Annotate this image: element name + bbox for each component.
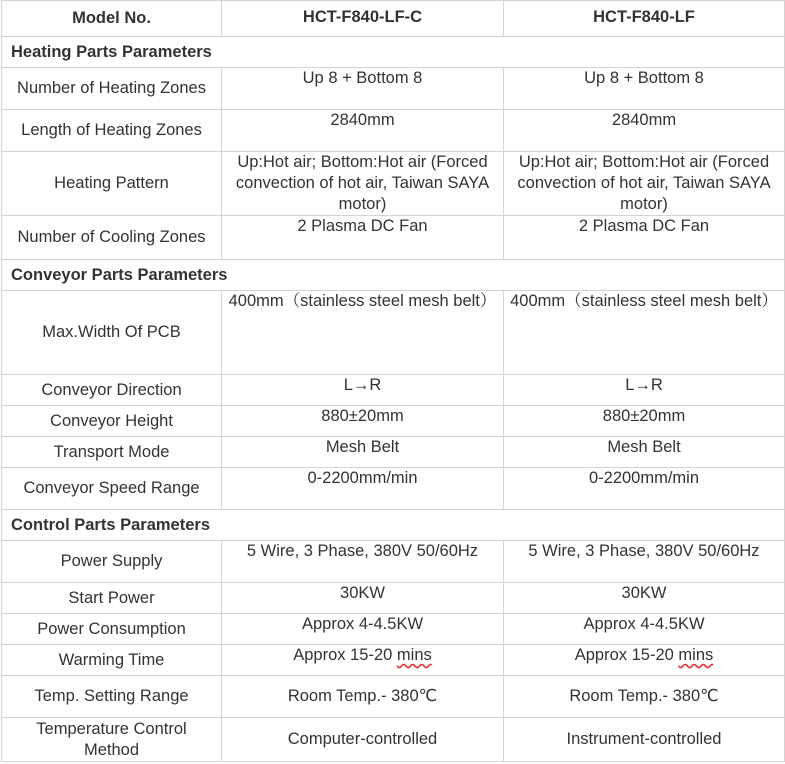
row-label: Temp. Setting Range [2, 676, 222, 718]
row-value: 30KW [504, 583, 785, 614]
row-label: Max.Width Of PCB [2, 291, 222, 375]
model-a-header: HCT-F840-LF-C [222, 1, 504, 37]
row-value: 5 Wire, 3 Phase, 380V 50/60Hz [504, 541, 785, 583]
row-value: 400mm（stainless steel mesh belt） [504, 291, 785, 375]
row-value: Mesh Belt [504, 437, 785, 468]
row-label: Number of Cooling Zones [2, 216, 222, 260]
row-label: Power Consumption [2, 614, 222, 645]
table-row [2, 645, 785, 676]
row-value: 2 Plasma DC Fan [504, 216, 785, 260]
row-value: 880±20mm [222, 406, 504, 437]
table-row [2, 468, 785, 510]
model-b-header: HCT-F840-LF [504, 1, 785, 37]
row-value: 2840mm [504, 110, 785, 152]
row-label: Conveyor Height [2, 406, 222, 437]
section-title: Control Parts Parameters [2, 510, 785, 541]
row-value [504, 645, 785, 676]
section-title: Conveyor Parts Parameters [2, 260, 785, 291]
row-label: Conveyor Speed Range [2, 468, 222, 510]
section-conveyor [2, 260, 785, 291]
row-label: Start Power [2, 583, 222, 614]
row-label: Number of Heating Zones [2, 68, 222, 110]
table-row [2, 406, 785, 437]
row-value: 0-2200mm/min [504, 468, 785, 510]
spellcheck-word: mins [396, 646, 432, 664]
table-row [2, 375, 785, 406]
warming-time-prefix: Approx 15-20 [574, 646, 679, 664]
table-row [2, 614, 785, 645]
row-value: Computer-controlled [222, 718, 504, 762]
table-row [2, 676, 785, 718]
table-row [2, 583, 785, 614]
table-row [2, 437, 785, 468]
section-title: Heating Parts Parameters [2, 37, 785, 68]
row-label: Power Supply [2, 541, 222, 583]
row-label: Warming Time [2, 645, 222, 676]
row-value: Up 8 + Bottom 8 [222, 68, 504, 110]
section-control [2, 510, 785, 541]
row-value: Up:Hot air; Bottom:Hot air (Forced convection of hot air, Taiwan SAYA motor) [222, 152, 504, 216]
row-value: Approx 4-4.5KW [222, 614, 504, 645]
model-no-label: Model No. [2, 1, 222, 37]
header-row [2, 1, 785, 37]
table-row [2, 68, 785, 110]
warming-time-prefix: Approx 15-20 [293, 646, 397, 664]
row-value: Mesh Belt [222, 437, 504, 468]
row-value: 880±20mm [504, 406, 785, 437]
row-label: Heating Pattern [2, 152, 222, 216]
row-value: L→R [504, 375, 785, 406]
table-row [2, 291, 785, 375]
row-label: Temperature Control Method [2, 718, 222, 762]
row-value: 2 Plasma DC Fan [222, 216, 504, 260]
row-value [222, 645, 504, 676]
row-label: Transport Mode [2, 437, 222, 468]
row-value: L→R [222, 375, 504, 406]
row-value: 0-2200mm/min [222, 468, 504, 510]
row-label: Conveyor Direction [2, 375, 222, 406]
row-value: Room Temp.- 380℃ [504, 676, 785, 718]
row-value: 400mm（stainless steel mesh belt） [222, 291, 504, 375]
spec-table [1, 0, 785, 762]
row-value: 2840mm [222, 110, 504, 152]
table-row [2, 110, 785, 152]
row-value: 30KW [222, 583, 504, 614]
table-row [2, 718, 785, 762]
table-row [2, 152, 785, 216]
section-heating [2, 37, 785, 68]
row-value: Approx 4-4.5KW [504, 614, 785, 645]
row-value: Instrument-controlled [504, 718, 785, 762]
table-row [2, 541, 785, 583]
table-row [2, 216, 785, 260]
row-label: Length of Heating Zones [2, 110, 222, 152]
row-value: 5 Wire, 3 Phase, 380V 50/60Hz [222, 541, 504, 583]
row-value: Up:Hot air; Bottom:Hot air (Forced convection of hot air, Taiwan SAYA motor) [504, 152, 785, 216]
row-value: Up 8 + Bottom 8 [504, 68, 785, 110]
spellcheck-word: mins [678, 646, 714, 664]
row-value: Room Temp.- 380℃ [222, 676, 504, 718]
